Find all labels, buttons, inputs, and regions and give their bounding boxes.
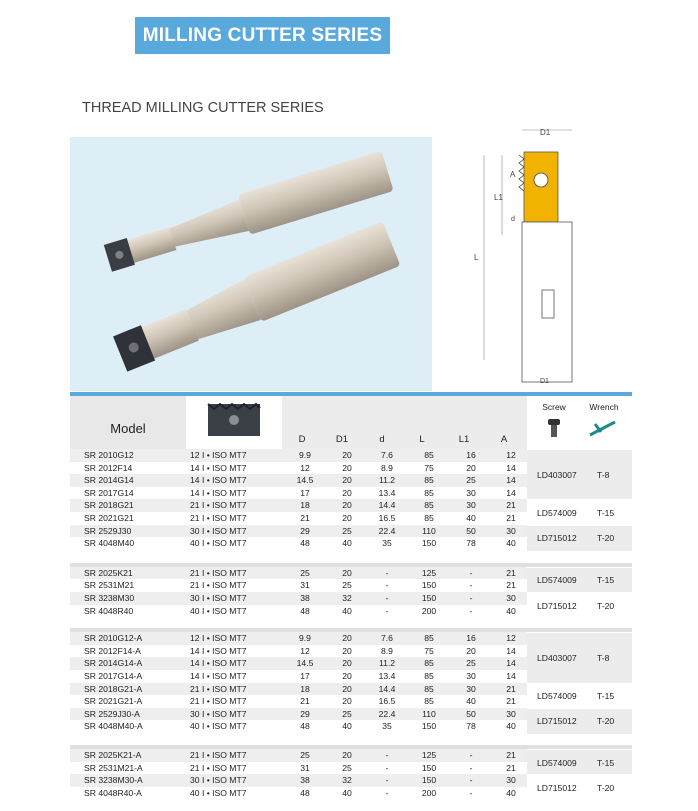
cell-d: - [385, 580, 389, 591]
cell-d: 16.5 [378, 696, 396, 707]
cell-d: 35 [382, 538, 392, 549]
cell-L1: - [469, 567, 473, 578]
cell-A: 21 [506, 567, 516, 578]
cell-D: 25 [300, 567, 310, 578]
cell-model: SR 2018G21 [84, 500, 134, 511]
cell-wrench: T-20 [597, 600, 615, 611]
cell-model: SR 3238M30 [84, 592, 135, 603]
cell-A: 21 [506, 762, 516, 773]
cell-model: SR 2025K21-A [84, 749, 142, 760]
cell-L: 75 [424, 645, 434, 656]
cell-wrench: T-20 [597, 533, 615, 544]
table-row [70, 708, 527, 721]
cell-L1: - [469, 762, 473, 773]
cell-D1: 20 [342, 512, 352, 523]
cell-L: 200 [421, 605, 437, 616]
group-gap [70, 617, 632, 628]
cell-L1: 20 [466, 645, 476, 656]
cell-A: 30 [506, 708, 516, 719]
cell-D1: 20 [342, 487, 352, 498]
cell-D1: 20 [342, 567, 352, 578]
cell-wrench: T-8 [597, 470, 610, 481]
group-gap [70, 550, 632, 563]
cell-d: - [385, 749, 389, 760]
cell-d: 16.5 [378, 512, 396, 523]
cell-wrench: T-15 [597, 691, 615, 702]
cell-L1: - [469, 787, 473, 798]
tool-cell [527, 632, 632, 683]
cell-L1: 40 [466, 696, 476, 707]
cell-D1: 25 [342, 525, 352, 536]
cell-d: 13.4 [378, 670, 396, 681]
table-row [70, 774, 527, 787]
cell-D1: 40 [342, 721, 352, 732]
cell-screw: LD403007 [537, 470, 577, 481]
table-row [70, 645, 527, 658]
cell-insert: 40 I • ISO MT7 [190, 538, 247, 549]
cell-model: SR 2018G21-A [84, 683, 143, 694]
cell-insert: 21 I • ISO MT7 [190, 567, 247, 578]
cell-L1: - [469, 605, 473, 616]
header-insert-image [186, 396, 282, 449]
cell-L1: 30 [466, 500, 476, 511]
tool-cell [527, 749, 632, 775]
cell-insert: 30 I • ISO MT7 [190, 708, 247, 719]
cell-d: 13.4 [378, 487, 396, 498]
cell-L: 150 [421, 721, 437, 732]
tool-cell [527, 567, 632, 593]
cell-d: 22.4 [378, 708, 396, 719]
cell-model: SR 2012F14 [84, 462, 133, 473]
cell-A: 40 [506, 787, 516, 798]
cell-D: 9.9 [299, 450, 311, 460]
cell-model: SR 2025K21 [84, 567, 133, 578]
cell-d: - [385, 787, 389, 798]
cell-L: 85 [424, 670, 434, 681]
cell-A: 21 [506, 580, 516, 591]
table-row [70, 537, 527, 550]
table-group [70, 632, 632, 733]
tool-cell [527, 449, 632, 500]
drawing-label-d: d [511, 216, 515, 223]
cell-D1: 20 [342, 696, 352, 707]
product-photo [70, 137, 432, 391]
cell-L: 75 [424, 462, 434, 473]
cell-insert: 21 I • ISO MT7 [190, 580, 247, 591]
cell-screw: LD715012 [537, 533, 577, 544]
cell-A: 14 [506, 487, 516, 498]
cell-L: 85 [424, 658, 434, 669]
table-group [70, 449, 632, 550]
cell-d: - [385, 592, 389, 603]
cell-D1: 20 [342, 633, 352, 644]
cell-D: 48 [300, 721, 310, 732]
table-row [70, 449, 527, 462]
cell-L: 85 [424, 512, 434, 523]
cell-A: 14 [506, 658, 516, 669]
cell-model: SR 2531M21 [84, 580, 135, 591]
table-row [70, 695, 527, 708]
cell-D: 38 [300, 775, 310, 786]
cell-L1: 78 [466, 721, 476, 732]
cell-D1: 32 [342, 592, 352, 603]
cell-insert: 14 I • ISO MT7 [190, 487, 247, 498]
cell-A: 14 [506, 645, 516, 656]
tool-cell [527, 525, 632, 551]
cell-insert: 12 I • ISO MT7 [190, 450, 247, 460]
cell-D1: 25 [342, 580, 352, 591]
cell-D1: 25 [342, 708, 352, 719]
cell-L: 200 [421, 787, 437, 798]
cell-d: 14.4 [378, 683, 396, 694]
cell-A: 21 [506, 749, 516, 760]
cell-model: SR 2014G14 [84, 475, 134, 486]
table-row [70, 525, 527, 538]
table-row [70, 762, 527, 775]
cell-insert: 21 I • ISO MT7 [190, 696, 247, 707]
table-row [70, 592, 527, 605]
cell-L: 85 [424, 633, 434, 644]
cell-D1: 20 [342, 500, 352, 511]
cell-D1: 20 [342, 749, 352, 760]
table-row [70, 512, 527, 525]
cell-D: 21 [300, 696, 310, 707]
drawing-label-d1-bottom: D1 [540, 378, 549, 385]
cell-A: 21 [506, 683, 516, 694]
cell-D1: 32 [342, 775, 352, 786]
table-body [70, 449, 632, 799]
cell-L: 150 [421, 775, 437, 786]
table-row [70, 499, 527, 512]
cell-L: 150 [421, 580, 437, 591]
table-row [70, 632, 527, 645]
cell-D1: 25 [342, 762, 352, 773]
cell-insert: 21 I • ISO MT7 [190, 500, 247, 511]
cell-model: SR 2014G14-A [84, 658, 143, 669]
header-tools [527, 396, 632, 449]
cell-L1: - [469, 749, 473, 760]
cell-model: SR 4048M40 [84, 538, 135, 549]
cell-D1: 20 [342, 658, 352, 669]
cell-D1: 20 [342, 475, 352, 486]
cell-L: 150 [421, 592, 437, 603]
cutter-photo-illustration [70, 137, 432, 391]
cell-screw: LD574009 [537, 691, 577, 702]
drawing-label-l: L [474, 253, 479, 262]
cell-wrench: T-8 [597, 653, 610, 664]
table-group [70, 567, 632, 617]
cell-screw: LD715012 [537, 600, 577, 611]
cell-insert: 21 I • ISO MT7 [190, 762, 247, 773]
cell-d: - [385, 775, 389, 786]
cell-A: 30 [506, 775, 516, 786]
cell-L1: 25 [466, 658, 476, 669]
cell-model: SR 2021G21 [84, 512, 134, 523]
cell-D: 12 [300, 462, 310, 473]
cell-d: 11.2 [378, 475, 396, 486]
cell-d: 14.4 [378, 500, 396, 511]
cell-insert: 14 I • ISO MT7 [190, 658, 247, 669]
cell-A: 12 [506, 633, 516, 644]
cell-D: 25 [300, 749, 310, 760]
cell-L1: - [469, 775, 473, 786]
tool-cell [527, 774, 632, 800]
cell-insert: 14 I • ISO MT7 [190, 670, 247, 681]
cell-L1: - [469, 580, 473, 591]
header-col-A: A [500, 434, 508, 445]
cell-D1: 40 [342, 538, 352, 549]
cell-D: 29 [300, 525, 310, 536]
cell-A: 14 [506, 475, 516, 486]
cell-model: SR 2529J30 [84, 525, 132, 536]
cell-wrench: T-15 [597, 575, 615, 586]
cell-L: 85 [424, 500, 434, 511]
table-group [70, 749, 632, 799]
cell-L: 85 [424, 450, 434, 460]
cell-L: 85 [424, 487, 434, 498]
cell-wrench: T-15 [597, 757, 615, 768]
cell-D1: 20 [342, 450, 352, 460]
cell-L1: 16 [466, 633, 476, 644]
cell-D1: 20 [342, 462, 352, 473]
tool-cell [527, 683, 632, 709]
cell-A: 40 [506, 538, 516, 549]
cell-L1: 50 [466, 708, 476, 719]
cell-insert: 21 I • ISO MT7 [190, 512, 247, 523]
table-row [70, 670, 527, 683]
cell-L1: 30 [466, 683, 476, 694]
cell-insert: 40 I • ISO MT7 [190, 787, 247, 798]
cell-wrench: T-20 [597, 716, 615, 727]
cell-D: 12 [300, 645, 310, 656]
cell-D: 17 [300, 670, 310, 681]
header-col-D1: D1 [335, 434, 349, 445]
spec-table [70, 392, 632, 799]
cell-D: 17 [300, 487, 310, 498]
table-row [70, 605, 527, 618]
wrench-icon [587, 418, 621, 438]
cell-model: SR 4048R40-A [84, 787, 142, 798]
drawing-label-a: A [510, 170, 516, 179]
cell-L1: - [469, 592, 473, 603]
cell-D: 14.5 [296, 658, 314, 669]
header-model: Model [70, 396, 186, 449]
header-col-L1: L1 [458, 434, 470, 445]
technical-drawing [462, 115, 632, 390]
cell-model: SR 2012F14-A [84, 645, 141, 656]
tool-cell [527, 708, 632, 734]
header-col-D: D [298, 434, 306, 445]
cell-L: 125 [421, 567, 437, 578]
cell-d: 8.9 [381, 645, 393, 656]
header-col-L: L [419, 434, 425, 445]
tool-cell [527, 592, 632, 618]
cell-L: 150 [421, 538, 437, 549]
cell-L1: 20 [466, 462, 476, 473]
cell-insert: 14 I • ISO MT7 [190, 645, 247, 656]
tool-cell [527, 499, 632, 525]
drawing-label-l1: L1 [494, 193, 503, 202]
header-col-d: d [379, 434, 385, 445]
cell-model: SR 4048R40 [84, 605, 134, 616]
cell-d: 7.6 [381, 633, 393, 644]
cell-insert: 30 I • ISO MT7 [190, 775, 247, 786]
cell-L: 85 [424, 696, 434, 707]
cell-D: 48 [300, 538, 310, 549]
cell-A: 14 [506, 670, 516, 681]
drawing-label-d1: D1 [540, 128, 551, 137]
cell-D: 21 [300, 512, 310, 523]
cell-A: 30 [506, 592, 516, 603]
cell-model: SR 2010G12-A [84, 633, 143, 644]
cell-d: 35 [382, 721, 392, 732]
cell-L: 85 [424, 683, 434, 694]
table-row [70, 683, 527, 696]
cell-D: 48 [300, 605, 310, 616]
cell-insert: 40 I • ISO MT7 [190, 721, 247, 732]
cell-d: - [385, 762, 389, 773]
header-wrench: Wrench [589, 402, 619, 412]
cell-A: 30 [506, 525, 516, 536]
cell-D: 29 [300, 708, 310, 719]
cell-L: 110 [422, 525, 436, 536]
cell-A: 21 [506, 696, 516, 707]
table-header [70, 392, 632, 449]
cell-D: 48 [300, 787, 310, 798]
cell-model: SR 3238M30-A [84, 775, 143, 786]
cell-L: 125 [421, 749, 437, 760]
cell-d: 11.2 [378, 658, 396, 669]
cell-insert: 30 I • ISO MT7 [190, 525, 247, 536]
table-row [70, 462, 527, 475]
cell-insert: 30 I • ISO MT7 [190, 592, 247, 603]
header-dimensions [282, 396, 527, 449]
cell-model: SR 2531M21-A [84, 762, 143, 773]
cell-model: SR 2529J30-A [84, 708, 140, 719]
cell-A: 40 [506, 721, 516, 732]
cell-model: SR 2021G21-A [84, 696, 143, 707]
cell-A: 12 [506, 450, 516, 460]
cell-D: 31 [300, 762, 310, 773]
cell-screw: LD574009 [537, 575, 577, 586]
cell-D1: 20 [342, 683, 352, 694]
cell-L1: 30 [466, 670, 476, 681]
cell-D: 18 [300, 683, 310, 694]
cell-D: 9.9 [299, 633, 311, 644]
cell-D: 31 [300, 580, 310, 591]
cell-insert: 21 I • ISO MT7 [190, 749, 247, 760]
cell-insert: 14 I • ISO MT7 [190, 462, 247, 473]
cell-model: SR 2017G14 [84, 487, 134, 498]
cell-model: SR 2017G14-A [84, 670, 143, 681]
cell-L1: 25 [466, 475, 476, 486]
cell-d: 22.4 [378, 525, 396, 536]
table-row [70, 787, 527, 800]
group-gap [70, 733, 632, 745]
series-subtitle: THREAD MILLING CUTTER SERIES [82, 100, 324, 116]
cell-insert: 21 I • ISO MT7 [190, 683, 247, 694]
cell-L: 110 [422, 708, 436, 719]
cell-insert: 14 I • ISO MT7 [190, 475, 247, 486]
cell-A: 14 [506, 462, 516, 473]
cell-model: SR 2010G12 [84, 450, 134, 460]
cell-D: 18 [300, 500, 310, 511]
cell-screw: LD574009 [537, 507, 577, 518]
cell-insert: 40 I • ISO MT7 [190, 605, 247, 616]
cell-wrench: T-20 [597, 782, 615, 793]
table-row [70, 474, 527, 487]
cell-D: 14.5 [296, 475, 314, 486]
cell-d: - [385, 567, 389, 578]
cell-L: 85 [424, 475, 434, 486]
cell-L1: 30 [466, 487, 476, 498]
cell-wrench: T-15 [597, 507, 615, 518]
cell-D1: 40 [342, 787, 352, 798]
cell-d: - [385, 605, 389, 616]
cell-d: 8.9 [381, 462, 393, 473]
cell-D1: 20 [342, 670, 352, 681]
cell-screw: LD574009 [537, 757, 577, 768]
cell-model: SR 4048M40-A [84, 721, 143, 732]
screw-icon [547, 418, 561, 438]
cell-A: 21 [506, 500, 516, 511]
table-row [70, 657, 527, 670]
table-row [70, 749, 527, 762]
cell-L1: 40 [466, 512, 476, 523]
cell-L1: 16 [466, 450, 476, 460]
cell-D: 38 [300, 592, 310, 603]
table-row [70, 579, 527, 592]
cell-D1: 20 [342, 645, 352, 656]
cell-d: 7.6 [381, 450, 393, 460]
cell-A: 21 [506, 512, 516, 523]
series-banner: MILLING CUTTER SERIES [135, 17, 390, 54]
cell-screw: LD403007 [537, 653, 577, 664]
cell-L1: 78 [466, 538, 476, 549]
cell-insert: 12 I • ISO MT7 [190, 633, 247, 644]
header-screw: Screw [542, 402, 566, 412]
table-row [70, 567, 527, 580]
table-row [70, 720, 527, 733]
cell-L: 150 [421, 762, 437, 773]
cell-screw: LD715012 [537, 782, 577, 793]
cell-D1: 40 [342, 605, 352, 616]
cell-L1: 50 [466, 525, 476, 536]
cell-A: 40 [506, 605, 516, 616]
table-row [70, 487, 527, 500]
cell-screw: LD715012 [537, 716, 577, 727]
